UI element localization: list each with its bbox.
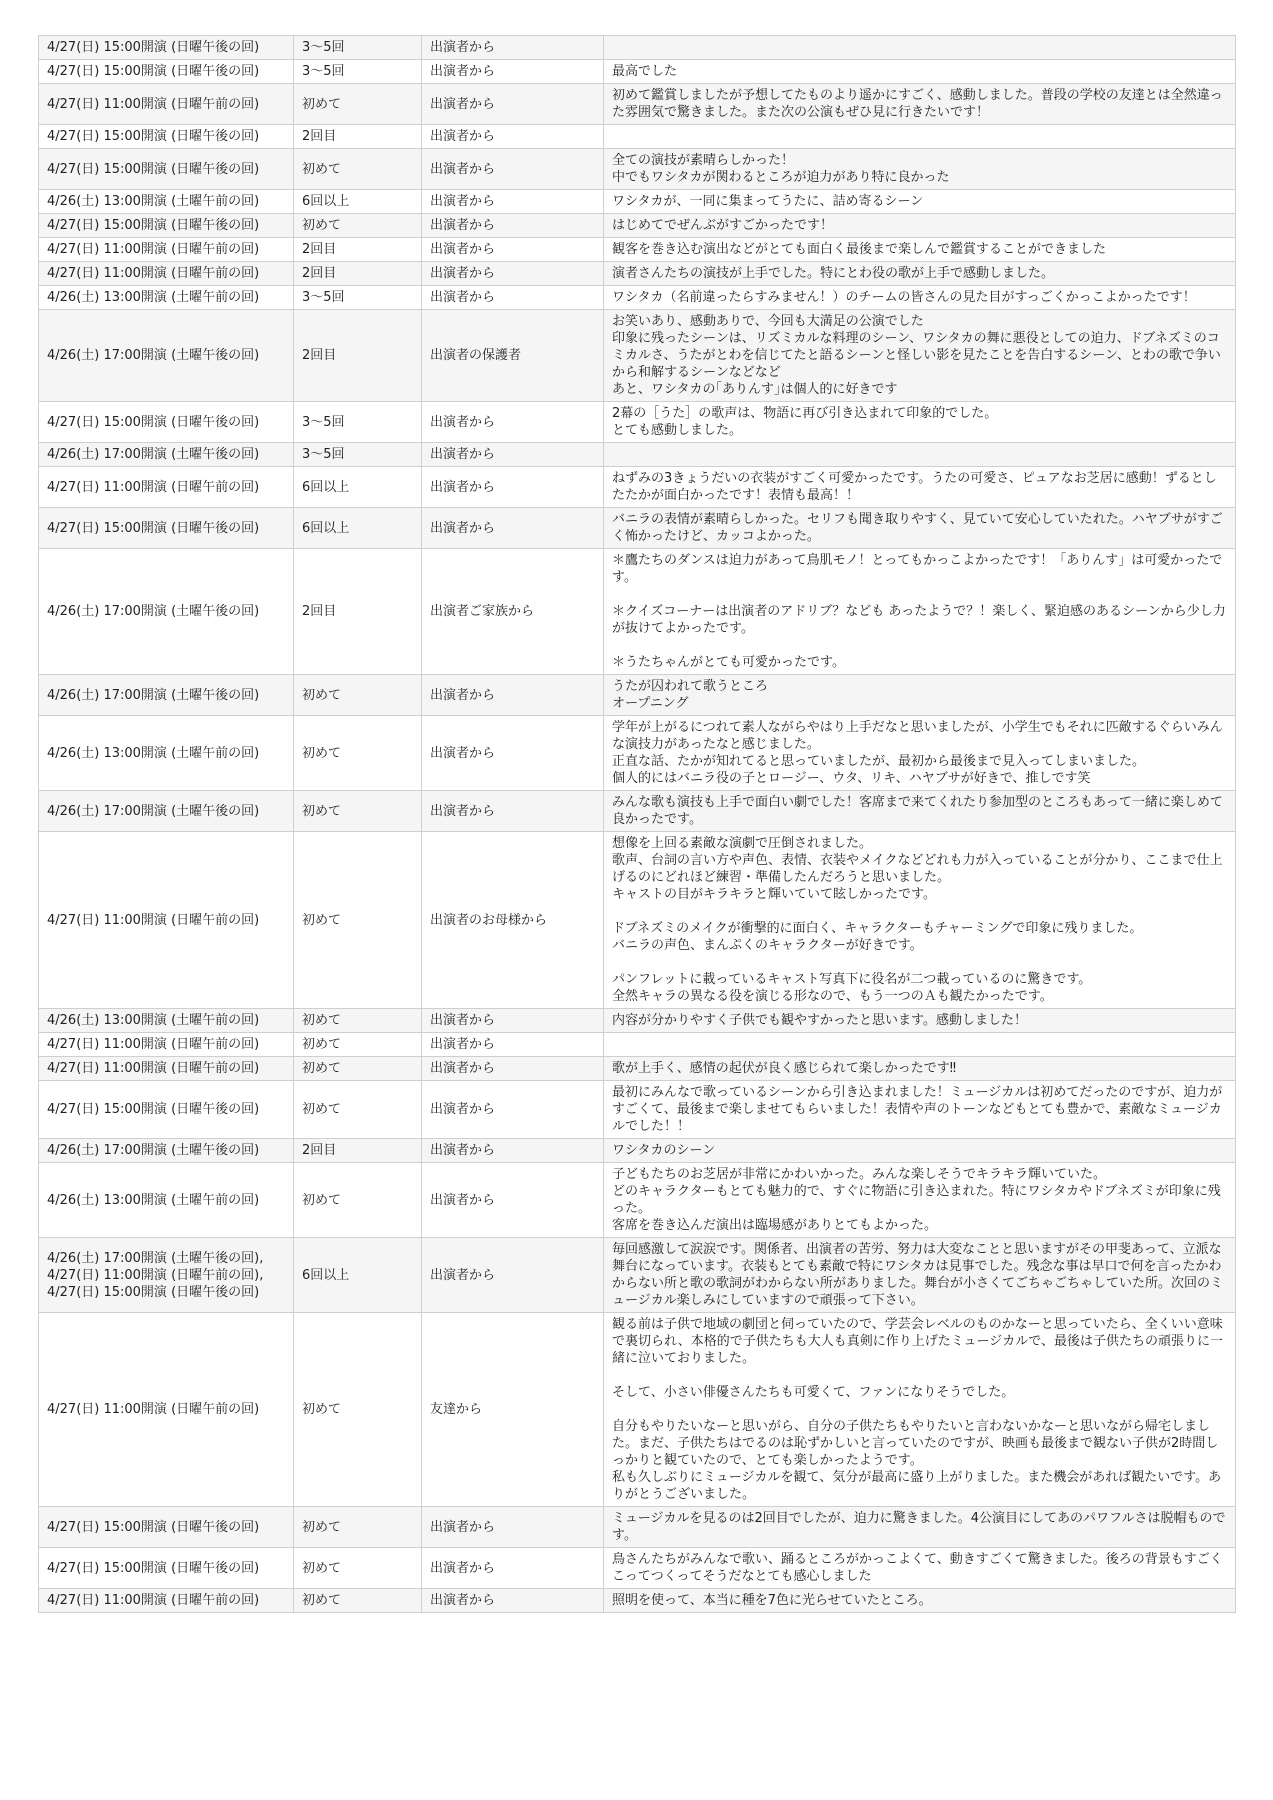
table-row: [39, 1057, 1236, 1081]
attendance-count-cell: 2回目: [294, 549, 422, 675]
performance-cell: 4/27(日) 11:00開演 (日曜午前の回): [39, 832, 294, 1009]
attendance-count-cell: 初めて: [294, 214, 422, 238]
referral-cell: 出演者から: [422, 1057, 604, 1081]
performance-cell: 4/27(日) 11:00開演 (日曜午前の回): [39, 1057, 294, 1081]
attendance-count-cell: 初めて: [294, 149, 422, 190]
performance-cell: 4/27(日) 11:00開演 (日曜午前の回): [39, 238, 294, 262]
referral-cell: 出演者から: [422, 262, 604, 286]
referral-cell: 出演者から: [422, 125, 604, 149]
performance-cell: 4/27(日) 11:00開演 (日曜午前の回): [39, 84, 294, 125]
comment-cell: 観客を巻き込む演出などがとても面白く最後まで楽しんで鑑賞することができました: [604, 238, 1236, 262]
attendance-count-cell: 初めて: [294, 675, 422, 716]
performance-cell: 4/27(日) 15:00開演 (日曜午後の回): [39, 508, 294, 549]
performance-cell: 4/27(日) 15:00開演 (日曜午後の回): [39, 125, 294, 149]
comment-cell: 鳥さんたちがみんなで歌い、踊るところがかっこよくて、動きすごくて驚きました。後ろの背景もすごくこってつくってそうだなとても感心しました: [604, 1548, 1236, 1589]
referral-cell: 出演者から: [422, 1139, 604, 1163]
performance-cell: 4/26(土) 17:00開演 (土曜午後の回): [39, 1139, 294, 1163]
performance-cell: 4/27(日) 11:00開演 (日曜午前の回): [39, 1589, 294, 1613]
comment-cell: 最高でした: [604, 60, 1236, 84]
performance-cell: 4/27(日) 15:00開演 (日曜午後の回): [39, 214, 294, 238]
referral-cell: 出演者ご家族から: [422, 549, 604, 675]
table-row: [39, 214, 1236, 238]
performance-cell: 4/26(土) 17:00開演 (土曜午後の回), 4/27(日) 11:00開演 (日曜午前の回), 4/27(日) 15:00開演 (日曜午後の回): [39, 1238, 294, 1313]
performance-cell: 4/27(日) 15:00開演 (日曜午後の回): [39, 60, 294, 84]
table-row: [39, 125, 1236, 149]
table-row: [39, 791, 1236, 832]
table-row: [39, 1033, 1236, 1057]
attendance-count-cell: 6回以上: [294, 190, 422, 214]
referral-cell: 出演者から: [422, 402, 604, 443]
attendance-count-cell: 初めて: [294, 1057, 422, 1081]
comment-cell: 初めて鑑賞しましたが予想してたものより遥かにすごく、感動しました。普段の学校の友達とは全然違った雰囲気で驚きました。また次の公演もぜひ見に行きたいです！: [604, 84, 1236, 125]
comment-cell: 想像を上回る素敵な演劇で圧倒されました。 歌声、台詞の言い方や声色、表情、衣装やメイクなどどれも力が入っていることが分かり、ここまで仕上げるのにどれほど練習・準備したんだろうと思いました。 キャストの目がキラキラと輝いていて眩しかったです。 ドブネズミのメイクが衝撃的に面白く、キャラクターもチャーミングで印象に残りました。 バニラの声色、まんぷくのキャラクターが好きです。 パンフレットに載っているキャスト写真下に役名が二つ載っているのに驚きです。 全然キャラの異なる役を演じる形なので、もう一つのＡも観たかったです。: [604, 832, 1236, 1009]
comment-cell: 照明を使って、本当に種を7色に光らせていたところ。: [604, 1589, 1236, 1613]
performance-cell: 4/26(土) 13:00開演 (土曜午前の回): [39, 190, 294, 214]
comment-cell: 子どもたちのお芝居が非常にかわいかった。みんな楽しそうでキラキラ輝いていた。 どのキャラクターもとても魅力的で、すぐに物語に引き込まれた。特にワシタカやドブネズミが印象に残った。 客席を巻き込んだ演出は臨場感がありとてもよかった。: [604, 1163, 1236, 1238]
comment-cell: 演者さんたちの演技が上手でした。特にとわ役の歌が上手で感動しました。: [604, 262, 1236, 286]
comment-cell: ワシタカのシーン: [604, 1139, 1236, 1163]
attendance-count-cell: 初めて: [294, 832, 422, 1009]
comment-cell: うたが囚われて歌うところ オープニング: [604, 675, 1236, 716]
referral-cell: 出演者から: [422, 190, 604, 214]
table-row: [39, 402, 1236, 443]
comment-cell: ＊鷹たちのダンスは迫力があって鳥肌モノ！とってもかっこよかったです！「ありんす」は可愛かったです。 ＊クイズコーナーは出演者のアドリブ？なども あったようで？！楽しく、緊迫感のあるシーンから少し力が抜けてよかったです。 ＊うたちゃんがとても可愛かったです。: [604, 549, 1236, 675]
attendance-count-cell: 2回目: [294, 125, 422, 149]
attendance-count-cell: 3〜5回: [294, 402, 422, 443]
comment-cell: みんな歌も演技も上手で面白い劇でした！客席まで来てくれたり参加型のところもあって一緒に楽しめて良かったです。: [604, 791, 1236, 832]
referral-cell: 出演者から: [422, 1033, 604, 1057]
comment-cell: [604, 125, 1236, 149]
referral-cell: 出演者から: [422, 149, 604, 190]
referral-cell: 出演者から: [422, 1589, 604, 1613]
performance-cell: 4/26(土) 13:00開演 (土曜午前の回): [39, 1163, 294, 1238]
referral-cell: 出演者の保護者: [422, 310, 604, 402]
comment-cell: [604, 443, 1236, 467]
table-row: [39, 1238, 1236, 1313]
attendance-count-cell: 3〜5回: [294, 60, 422, 84]
performance-cell: 4/26(土) 13:00開演 (土曜午前の回): [39, 1009, 294, 1033]
performance-cell: 4/27(日) 11:00開演 (日曜午前の回): [39, 467, 294, 508]
table-row: [39, 1163, 1236, 1238]
table-row: [39, 286, 1236, 310]
attendance-count-cell: 初めて: [294, 1009, 422, 1033]
comment-cell: [604, 36, 1236, 60]
table-row: [39, 832, 1236, 1009]
referral-cell: 出演者から: [422, 1081, 604, 1139]
table-row: [39, 1081, 1236, 1139]
table-row: [39, 1009, 1236, 1033]
referral-cell: 友達から: [422, 1313, 604, 1507]
table-row: [39, 467, 1236, 508]
attendance-count-cell: 初めて: [294, 1033, 422, 1057]
table-row: [39, 508, 1236, 549]
performance-cell: 4/27(日) 15:00開演 (日曜午後の回): [39, 402, 294, 443]
performance-cell: 4/26(土) 17:00開演 (土曜午後の回): [39, 791, 294, 832]
comment-cell: 毎回感激して涙涙です。関係者、出演者の苦労、努力は大変なことと思いますがその甲斐あって、立派な舞台になっています。衣装もとても素敵で特にワシタカは見事でした。残念な事は早口で何を言ったかわからない所と歌の歌詞がわからない所がありました。舞台が小さくてごちゃごちゃしていた所。次回のミュージカル楽しみにしていますので頑張って下さい。: [604, 1238, 1236, 1313]
attendance-count-cell: 6回以上: [294, 508, 422, 549]
performance-cell: 4/27(日) 15:00開演 (日曜午後の回): [39, 1081, 294, 1139]
attendance-count-cell: 2回目: [294, 1139, 422, 1163]
comment-cell: [604, 1033, 1236, 1057]
table-row: [39, 1139, 1236, 1163]
attendance-count-cell: 2回目: [294, 262, 422, 286]
attendance-count-cell: 2回目: [294, 238, 422, 262]
comment-cell: 最初にみんなで歌っているシーンから引き込まれました！ミュージカルは初めてだったのですが、迫力がすごくて、最後まで楽しませてもらいました！表情や声のトーンなどもとても豊かで、素敵なミュージカルでした！！: [604, 1081, 1236, 1139]
attendance-count-cell: 初めて: [294, 1548, 422, 1589]
referral-cell: 出演者から: [422, 467, 604, 508]
attendance-count-cell: 初めて: [294, 1163, 422, 1238]
referral-cell: 出演者から: [422, 1009, 604, 1033]
table-row: [39, 36, 1236, 60]
table-row: [39, 1507, 1236, 1548]
referral-cell: 出演者から: [422, 1163, 604, 1238]
table-row: [39, 262, 1236, 286]
table-row: [39, 443, 1236, 467]
comment-cell: はじめてでぜんぶがすごかったです！: [604, 214, 1236, 238]
referral-cell: 出演者から: [422, 286, 604, 310]
comment-cell: ミュージカルを見るのは2回目でしたが、迫力に驚きました。4公演目にしてあのパワフルさは脱帽ものです。: [604, 1507, 1236, 1548]
comment-cell: 2幕の［うた］の歌声は、物語に再び引き込まれて印象的でした。 とても感動しました。: [604, 402, 1236, 443]
table-row: [39, 675, 1236, 716]
performance-cell: 4/26(土) 17:00開演 (土曜午後の回): [39, 549, 294, 675]
table-row: [39, 1313, 1236, 1507]
table-row: [39, 1548, 1236, 1589]
performance-cell: 4/27(日) 15:00開演 (日曜午後の回): [39, 36, 294, 60]
performance-cell: 4/27(日) 15:00開演 (日曜午後の回): [39, 149, 294, 190]
attendance-count-cell: 6回以上: [294, 467, 422, 508]
comment-cell: 学年が上がるにつれて素人ながらやはり上手だなと思いましたが、小学生でもそれに匹敵するぐらいみんな演技力があったなと感じました。 正直な話、たかが知れてると思っていましたが、最初から最後まで見入ってしまいました。 個人的にはバニラ役の子とロージー、ウタ、リキ、ハヤブサが好きで、推しです笑: [604, 716, 1236, 791]
referral-cell: 出演者から: [422, 1238, 604, 1313]
attendance-count-cell: 初めて: [294, 84, 422, 125]
referral-cell: 出演者から: [422, 716, 604, 791]
referral-cell: 出演者から: [422, 1548, 604, 1589]
comment-cell: 内容が分かりやすく子供でも観やすかったと思います。感動しました！: [604, 1009, 1236, 1033]
performance-cell: 4/26(土) 13:00開演 (土曜午前の回): [39, 716, 294, 791]
attendance-count-cell: 初めて: [294, 1313, 422, 1507]
performance-cell: 4/27(日) 11:00開演 (日曜午前の回): [39, 1313, 294, 1507]
comment-cell: ワシタカが、一同に集まってうたに、詰め寄るシーン: [604, 190, 1236, 214]
referral-cell: 出演者から: [422, 508, 604, 549]
table-row: [39, 1589, 1236, 1613]
table-row: [39, 716, 1236, 791]
performance-cell: 4/26(土) 13:00開演 (土曜午前の回): [39, 286, 294, 310]
comment-cell: 歌が上手く、感情の起伏が良く感じられて楽しかったです‼︎: [604, 1057, 1236, 1081]
referral-cell: 出演者から: [422, 84, 604, 125]
performance-cell: 4/27(日) 11:00開演 (日曜午前の回): [39, 262, 294, 286]
comment-cell: 全ての演技が素晴らしかった！ 中でもワシタカが関わるところが迫力があり特に良かった: [604, 149, 1236, 190]
comment-cell: ワシタカ（名前違ったらすみません！）のチームの皆さんの見た目がすっごくかっこよかったです！: [604, 286, 1236, 310]
table-row: [39, 190, 1236, 214]
referral-cell: 出演者から: [422, 443, 604, 467]
referral-cell: 出演者から: [422, 60, 604, 84]
attendance-count-cell: 6回以上: [294, 1238, 422, 1313]
attendance-count-cell: 初めて: [294, 1589, 422, 1613]
attendance-count-cell: 3〜5回: [294, 286, 422, 310]
referral-cell: 出演者から: [422, 1507, 604, 1548]
performance-cell: 4/26(土) 17:00開演 (土曜午後の回): [39, 310, 294, 402]
performance-cell: 4/27(日) 15:00開演 (日曜午後の回): [39, 1548, 294, 1589]
referral-cell: 出演者から: [422, 238, 604, 262]
performance-cell: 4/26(土) 17:00開演 (土曜午後の回): [39, 675, 294, 716]
referral-cell: 出演者のお母様から: [422, 832, 604, 1009]
comment-cell: バニラの表情が素晴らしかった。セリフも聞き取りやすく、見ていて安心していたれた。ハヤブサがすごく怖かったけど、カッコよかった。: [604, 508, 1236, 549]
performance-cell: 4/27(日) 15:00開演 (日曜午後の回): [39, 1507, 294, 1548]
referral-cell: 出演者から: [422, 791, 604, 832]
referral-cell: 出演者から: [422, 675, 604, 716]
table-row: [39, 60, 1236, 84]
attendance-count-cell: 2回目: [294, 310, 422, 402]
performance-cell: 4/27(日) 11:00開演 (日曜午前の回): [39, 1033, 294, 1057]
referral-cell: 出演者から: [422, 36, 604, 60]
attendance-count-cell: 3〜5回: [294, 36, 422, 60]
attendance-count-cell: 初めて: [294, 1507, 422, 1548]
comment-cell: 観る前は子供で地域の劇団と伺っていたので、学芸会レベルのものかなーと思っていたら、全くいい意味で裏切られ、本格的で子供たちも大人も真剣に作り上げたミュージカルで、最後は子供たちの頑張りに一緒に泣いておりました。 そして、小さい俳優さんたちも可愛くて、ファンになりそうでした。 自分もやりたいなーと思いがら、自分の子供たちもやりたいと言わないかなーと思いながら帰宅しました。まだ、子供たちはでるのは恥ずかしいと言っていたのですが、映画も最後まで観ない子供が2時間しっかりと観ていたので、とても楽しかったようです。 私も久しぶりにミュージカルを観て、気分が最高に盛り上がりました。また機会があれば観たいです。ありがとうございました。: [604, 1313, 1236, 1507]
table-row: [39, 310, 1236, 402]
comment-cell: ねずみの3きょうだいの衣装がすごく可愛かったです。うたの可愛さ、ピュアなお芝居に感動！ずるとしたたかが面白かったです！表情も最高！！: [604, 467, 1236, 508]
table-row: [39, 238, 1236, 262]
performance-cell: 4/26(土) 17:00開演 (土曜午後の回): [39, 443, 294, 467]
survey-table: [38, 35, 1236, 1613]
table-row: [39, 549, 1236, 675]
attendance-count-cell: 3〜5回: [294, 443, 422, 467]
table-row: [39, 84, 1236, 125]
referral-cell: 出演者から: [422, 214, 604, 238]
attendance-count-cell: 初めて: [294, 716, 422, 791]
attendance-count-cell: 初めて: [294, 791, 422, 832]
table-row: [39, 149, 1236, 190]
comment-cell: お笑いあり、感動ありで、今回も大満足の公演でした 印象に残ったシーンは、リズミカルな料理のシーン、ワシタカの舞に悪役としての迫力、ドブネズミのコミカルさ、うたがとわを信じてたと語るシーンと怪しい影を見たことを告白するシーン、とわの歌で争いから和解するシーンなどなど あと、ワシタカの｢ありんす｣は個人的に好きです: [604, 310, 1236, 402]
attendance-count-cell: 初めて: [294, 1081, 422, 1139]
